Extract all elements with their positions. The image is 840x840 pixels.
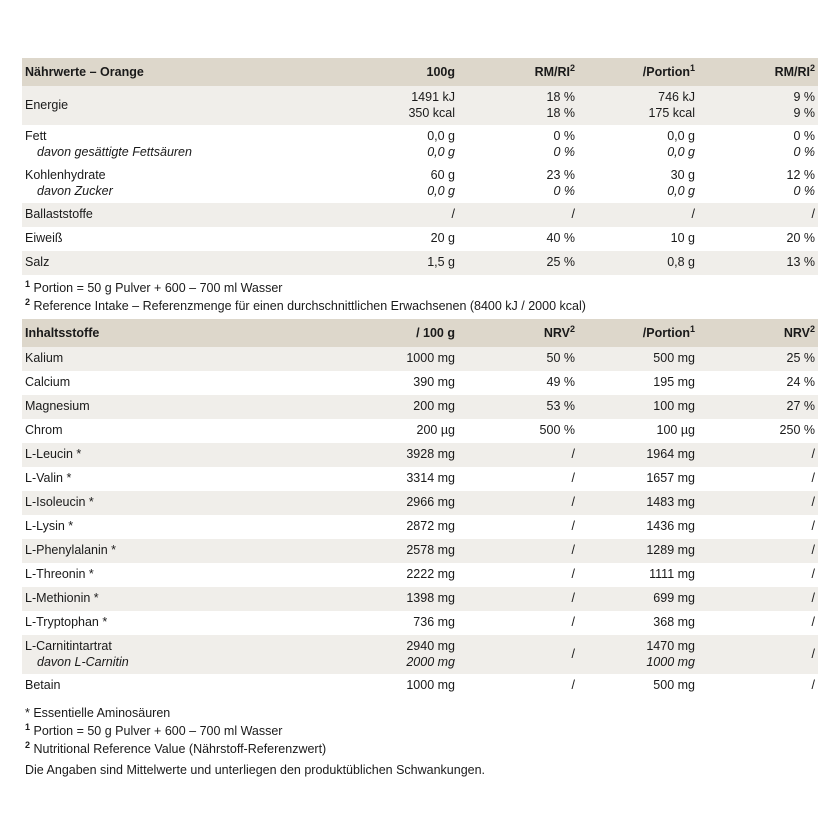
cell-value: 250 %	[779, 423, 815, 438]
row-label: Magnesium	[22, 395, 268, 419]
cell-value: /	[458, 587, 578, 611]
cell-value: 3314 mg	[406, 471, 455, 486]
row-label: Fett davon gesättigte Fettsäuren	[25, 129, 192, 159]
cell-value: /	[698, 443, 818, 467]
header-nrv: NRV$^2$	[458, 319, 578, 347]
row-label: Salz	[22, 251, 268, 275]
header-per-100g: / 100 g	[268, 319, 458, 347]
cell-value: 1491 kJ 350 kcal	[268, 86, 458, 125]
footnote: $^1$ Portion = 50 g Pulver + 600 – 700 ml Wasser	[25, 279, 283, 295]
table-row	[22, 125, 818, 164]
cell-value: 50 %	[458, 347, 578, 371]
row-label: L-Phenylalanin *	[22, 539, 268, 563]
cell-value: 2872 mg	[406, 519, 455, 534]
cell-value: 500 mg	[578, 347, 698, 371]
cell-value: 100 mg	[578, 395, 698, 419]
ingredients-table	[22, 319, 818, 698]
cell-value: 60 g 0,0 g	[427, 168, 455, 198]
cell-value: 100 µg	[656, 423, 695, 438]
header-per-portion: /Portion$^1$	[578, 58, 698, 86]
cell-value: 699 mg	[578, 587, 698, 611]
cell-value: 1,5 g	[268, 251, 458, 275]
cell-value: /	[811, 678, 815, 693]
row-label: Kalium	[22, 347, 268, 371]
header-nrv-portion: NRV$^2$	[698, 319, 818, 347]
cell-value: 23 % 0 %	[546, 168, 575, 198]
cell-value: 20 g	[430, 231, 455, 246]
cell-value: /	[571, 471, 575, 486]
header-per-portion: /Portion$^1$	[578, 319, 698, 347]
cell-value: 200 µg	[416, 423, 455, 438]
cell-value: 0,0 g 0,0 g	[667, 129, 695, 159]
row-label: Chrom	[25, 423, 63, 438]
cell-value: /	[571, 615, 575, 630]
row-label: Betain	[25, 678, 61, 693]
cell-value: 20 %	[786, 231, 815, 246]
cell-value: /	[698, 203, 818, 227]
nutrition-header-row	[22, 58, 818, 86]
cell-value: /	[811, 567, 815, 582]
cell-value: 1000 mg	[406, 678, 455, 693]
row-label: Ballaststoffe	[22, 203, 268, 227]
table-row	[22, 443, 818, 467]
cell-value: 13 %	[698, 251, 818, 275]
cell-value: 53 %	[458, 395, 578, 419]
table-row	[22, 539, 818, 563]
cell-value: /	[571, 678, 575, 693]
cell-value: /	[458, 635, 578, 674]
cell-value: /	[578, 203, 698, 227]
table-row	[22, 347, 818, 371]
cell-value: 40 %	[546, 231, 575, 246]
row-label: Kohlenhydrate davon Zucker	[25, 168, 113, 198]
cell-value: /	[811, 615, 815, 630]
cell-value: 2940 mg 2000 mg	[268, 635, 458, 674]
row-label: L-Lysin *	[25, 519, 74, 534]
cell-value: 9 % 9 %	[698, 86, 818, 125]
cell-value: 3928 mg	[268, 443, 458, 467]
header-ri-portion: $RM/RI^2$	[698, 58, 818, 86]
cell-value: 2966 mg	[268, 491, 458, 515]
cell-value: 1483 mg	[578, 491, 698, 515]
table-row	[22, 515, 818, 539]
nutrition-document	[22, 58, 818, 758]
cell-value: 1436 mg	[646, 519, 695, 534]
cell-value: 24 %	[786, 375, 815, 390]
cell-value: /	[698, 491, 818, 515]
cell-value: 200 mg	[268, 395, 458, 419]
cell-value: /	[458, 539, 578, 563]
row-label: L-Valin *	[25, 471, 72, 486]
table-row	[22, 635, 818, 674]
table-row	[22, 419, 818, 443]
cell-value: 368 mg	[653, 615, 695, 630]
nutrition-footnotes	[25, 279, 818, 315]
cell-value: 27 %	[698, 395, 818, 419]
row-label: L-Methionin *	[22, 587, 268, 611]
cell-value: 18 % 18 %	[458, 86, 578, 125]
cell-value: 500 mg	[653, 678, 695, 693]
cell-value: 1470 mg 1000 mg	[578, 635, 698, 674]
cell-value: 25 %	[698, 347, 818, 371]
cell-value: 1000 mg	[268, 347, 458, 371]
row-label: Eiweiß	[25, 231, 63, 246]
cell-value: 0 % 0 %	[793, 129, 815, 159]
header-ri: $RM/RI^2$	[458, 58, 578, 86]
row-label: L-Tryptophan *	[25, 615, 108, 630]
cell-value: 390 mg	[413, 375, 455, 390]
cell-value: 736 mg	[413, 615, 455, 630]
row-label: L-Carnitintartrat davon L-Carnitin	[22, 635, 268, 674]
cell-value: 1964 mg	[578, 443, 698, 467]
row-label: L-Leucin *	[22, 443, 268, 467]
ingredients-footnotes	[25, 704, 818, 758]
disclaimer: Die Angaben sind Mittelwerte und unterliegen den produktüblichen Schwankungen.	[25, 763, 486, 777]
cell-value: /	[811, 519, 815, 534]
table-row	[22, 86, 818, 125]
cell-value: /	[811, 471, 815, 486]
cell-value: /	[458, 491, 578, 515]
cell-value: 1289 mg	[578, 539, 698, 563]
asterisk-note: * Essentielle Aminosäuren	[25, 706, 171, 720]
cell-value: 25 %	[458, 251, 578, 275]
cell-value: 30 g 0,0 g	[667, 168, 695, 198]
header-ingredients: Inhaltsstoffe	[22, 319, 268, 347]
cell-value: /	[698, 539, 818, 563]
cell-value: 0 % 0 %	[553, 129, 575, 159]
cell-value: /	[458, 443, 578, 467]
cell-value: 10 g	[670, 231, 695, 246]
table-row	[22, 164, 818, 203]
table-row	[22, 611, 818, 635]
table-row	[22, 395, 818, 419]
cell-value: 1398 mg	[268, 587, 458, 611]
row-label: Calcium	[25, 375, 71, 390]
cell-value: 1657 mg	[646, 471, 695, 486]
cell-value: /	[571, 519, 575, 534]
cell-value: 49 %	[546, 375, 575, 390]
table-row	[22, 491, 818, 515]
ingredients-header-row	[22, 319, 818, 347]
cell-value: 12 % 0 %	[786, 168, 815, 198]
cell-value: 1111 mg	[649, 567, 695, 582]
cell-value: 0,8 g	[578, 251, 698, 275]
cell-value: 2222 mg	[406, 567, 455, 582]
table-row	[22, 251, 818, 275]
cell-value: 0,0 g 0,0 g	[427, 129, 455, 159]
cell-value: /	[698, 635, 818, 674]
table-row	[22, 467, 818, 491]
cell-value: /	[458, 203, 578, 227]
nutrition-table	[22, 58, 818, 275]
table-row	[22, 587, 818, 611]
table-row	[22, 227, 818, 251]
footnote: $^1$ Portion = 50 g Pulver + 600 – 700 ml Wasser	[25, 722, 283, 738]
table-row	[22, 203, 818, 227]
cell-value: 500 %	[539, 423, 575, 438]
cell-value: 195 mg	[653, 375, 695, 390]
cell-value: 2578 mg	[268, 539, 458, 563]
table-row	[22, 371, 818, 395]
cell-value: /	[571, 567, 575, 582]
table-row	[22, 674, 818, 698]
footnote: $^2$ Nutritional Reference Value (Nährstoff-Referenzwert)	[25, 740, 327, 756]
row-label: L-Threonin *	[25, 567, 94, 582]
cell-value: /	[268, 203, 458, 227]
table-row	[22, 563, 818, 587]
cell-value: /	[698, 587, 818, 611]
row-label: L-Isoleucin *	[22, 491, 268, 515]
cell-value: 746 kJ 175 kcal	[578, 86, 698, 125]
header-nutrients: Nährwerte – Orange	[22, 58, 268, 86]
header-per-100g: 100g	[268, 58, 458, 86]
row-label: Energie	[22, 86, 268, 125]
footnote: $^2$ Reference Intake – Referenzmenge für einen durchschnittlichen Erwachsenen (8400 kJ / 2000 kcal)	[25, 297, 586, 313]
